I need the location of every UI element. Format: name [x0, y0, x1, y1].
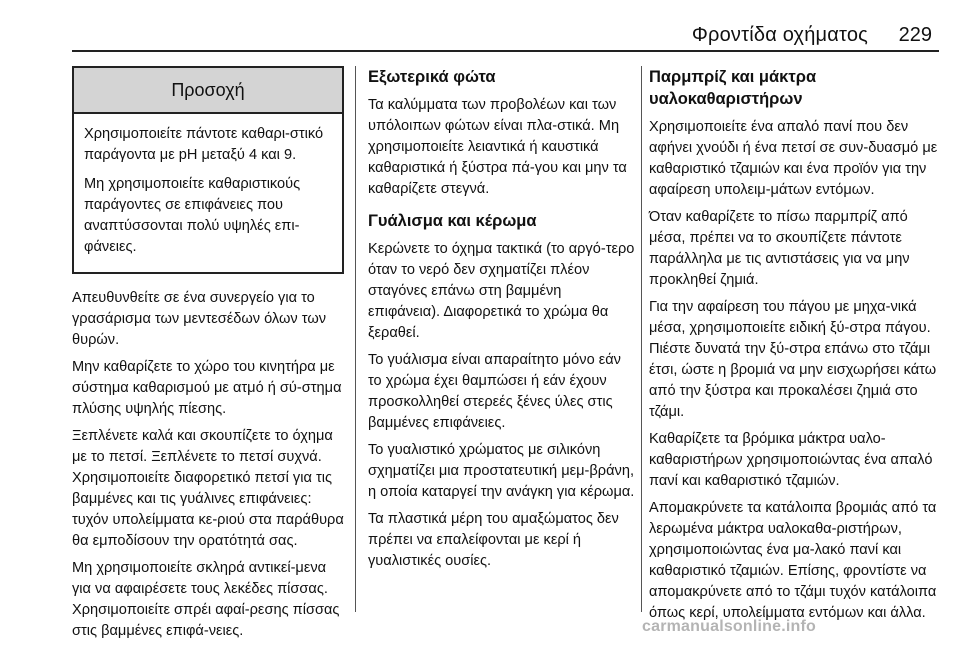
body-paragraph: Για την αφαίρεση του πάγου με μηχα-νικά μέσα, χρησιμοποιείτε ειδική ξύ-στρα πάγου. Πιέστε δυνατά την ξύ-στρα επάνω στο τζάμι έτσι, ώστε η βρομιά να μην εισχωρήσει κάτω από την ξύστρα και προκαλέσει ζημιά στο τζάμι.: [649, 299, 937, 420]
body-paragraph: Απευθυνθείτε σε ένα συνεργείο για το γρασάρισμα των μεντεσέδων όλων των θυρών.: [72, 290, 327, 348]
body-paragraph: Το γυαλιστικό χρώματος με σιλικόνη σχηματίζει μια προστατευτική μεμ-βράνη, η οποία καταργεί την ανάγκη για κέρωμα.: [368, 442, 635, 500]
caution-body: [74, 114, 342, 272]
body-paragraph: Χρησιμοποιείτε ένα απαλό πανί που δεν αφήνει χνούδι ή ένα πετσί σε συν-δυασμό με καθαριστικό τζαμιών και ένα προϊόν για την αφαίρεση υπολειμ-μάτων εντόμων.: [649, 119, 938, 198]
body-paragraph: Το γυάλισμα είναι απαραίτητο μόνο εάν το χρώμα έχει θαμπώσει ή εάν έχουν προσκολληθεί στερεές ξένες ύλες στις βαμμένες επιφάνειες.: [368, 352, 621, 431]
header-rule: [72, 50, 939, 52]
caution-title: Προσοχή: [74, 68, 342, 114]
column-divider-1: [355, 66, 356, 612]
section-heading-windscreen-wipers: Παρμπρίζ και μάκτρα υαλοκαθαριστήρων: [649, 68, 817, 108]
running-title: Φροντίδα οχήματος: [691, 24, 868, 46]
column-3: [649, 66, 941, 630]
page-number: 229: [898, 24, 932, 46]
watermark: carmanualsonline.info: [642, 618, 817, 635]
section-heading-polishing-waxing: Γυάλισμα και κέρωμα: [368, 212, 537, 230]
caution-box: [72, 66, 344, 274]
column-1: [72, 66, 344, 648]
column-2: [368, 66, 636, 578]
body-paragraph: Τα πλαστικά μέρη του αμαξώματος δεν πρέπει να επαλείφονται με κερί ή γυαλιστικές ουσίες.: [368, 511, 619, 569]
body-paragraph: Τα καλύμματα των προβολέων και των υπόλοιπων φώτων είναι πλα-στικά. Μη χρησιμοποιείτε λειαντικά ή καυστικά καθαριστικά ή ξύστρα πά-γου και μην τα καθαρίζετε στεγνά.: [368, 97, 627, 197]
body-paragraph: Όταν καθαρίζετε το πίσω παρμπρίζ από μέσα, πρέπει να το σκουπίζετε πάντοτε παράλληλα με τις αντιστάσεις για να μην προκληθεί ζημιά.: [649, 209, 910, 288]
body-paragraph: Απομακρύνετε τα κατάλοιπα βρομιάς από τα λερωμένα μάκτρα υαλοκαθα-ριστήρων, χρησιμοποιώντας ένα μα-λακό πανί και καθαριστικό τζαμιών. Επίσης, φροντίστε να απομακρύνετε από το τζάμι τυχόν κατάλοιπα όπως κερί, υπολείμματα εντόμων και άλλα.: [649, 500, 937, 621]
page-header: [0, 0, 960, 52]
body-paragraph: Κερώνετε το όχημα τακτικά (το αργό-τερο όταν το νερό δεν σχηματίζει πλέον σταγόνες επάνω στη βαμμένη επιφάνεια). Διαφορετικά το χρώμα θα ξεραθεί.: [368, 241, 635, 341]
body-paragraph: Καθαρίζετε τα βρόμικα μάκτρα υαλο-καθαριστήρων χρησιμοποιώντας ένα απαλό πανί και καθαριστικό τζαμιών.: [649, 431, 933, 489]
body-paragraph: Ξεπλένετε καλά και σκουπίζετε το όχημα με το πετσί. Ξεπλένετε το πετσί συχνά. Χρησιμοποιείτε διαφορετικό πετσί για τις βαμμένες και τις γυάλινες επιφάνειες: τυχόν υπολείμματα κε-ριού στα παράθυρα θα εμποδίσουν την ορατότητά σας.: [72, 428, 344, 549]
section-heading-exterior-lights: Εξωτερικά φώτα: [368, 68, 496, 86]
column-divider-2: [641, 66, 642, 612]
body-paragraph: Μην καθαρίζετε το χώρο του κινητήρα με σύστημα καθαρισμού με ατμό ή σύ-στημα πλύσης υψηλής πίεσης.: [72, 359, 342, 417]
body-paragraph: Μη χρησιμοποιείτε σκληρά αντικεί-μενα για να αφαιρέσετε τους λεκέδες πίσσας. Χρησιμοποιείτε σπρέι αφαί-ρεσης πίσσας στις βαμμένες επιφά-νειες.: [72, 560, 340, 639]
caution-paragraph: Χρησιμοποιείτε πάντοτε καθαρι-στικό παράγοντα με pH μεταξύ 4 και 9.: [84, 126, 324, 163]
caution-paragraph: Μη χρησιμοποιείτε καθαριστικούς παράγοντες σε επιφάνειες που αναπτύσσονται πολύ υψηλές επι-φάνειες.: [84, 176, 301, 255]
